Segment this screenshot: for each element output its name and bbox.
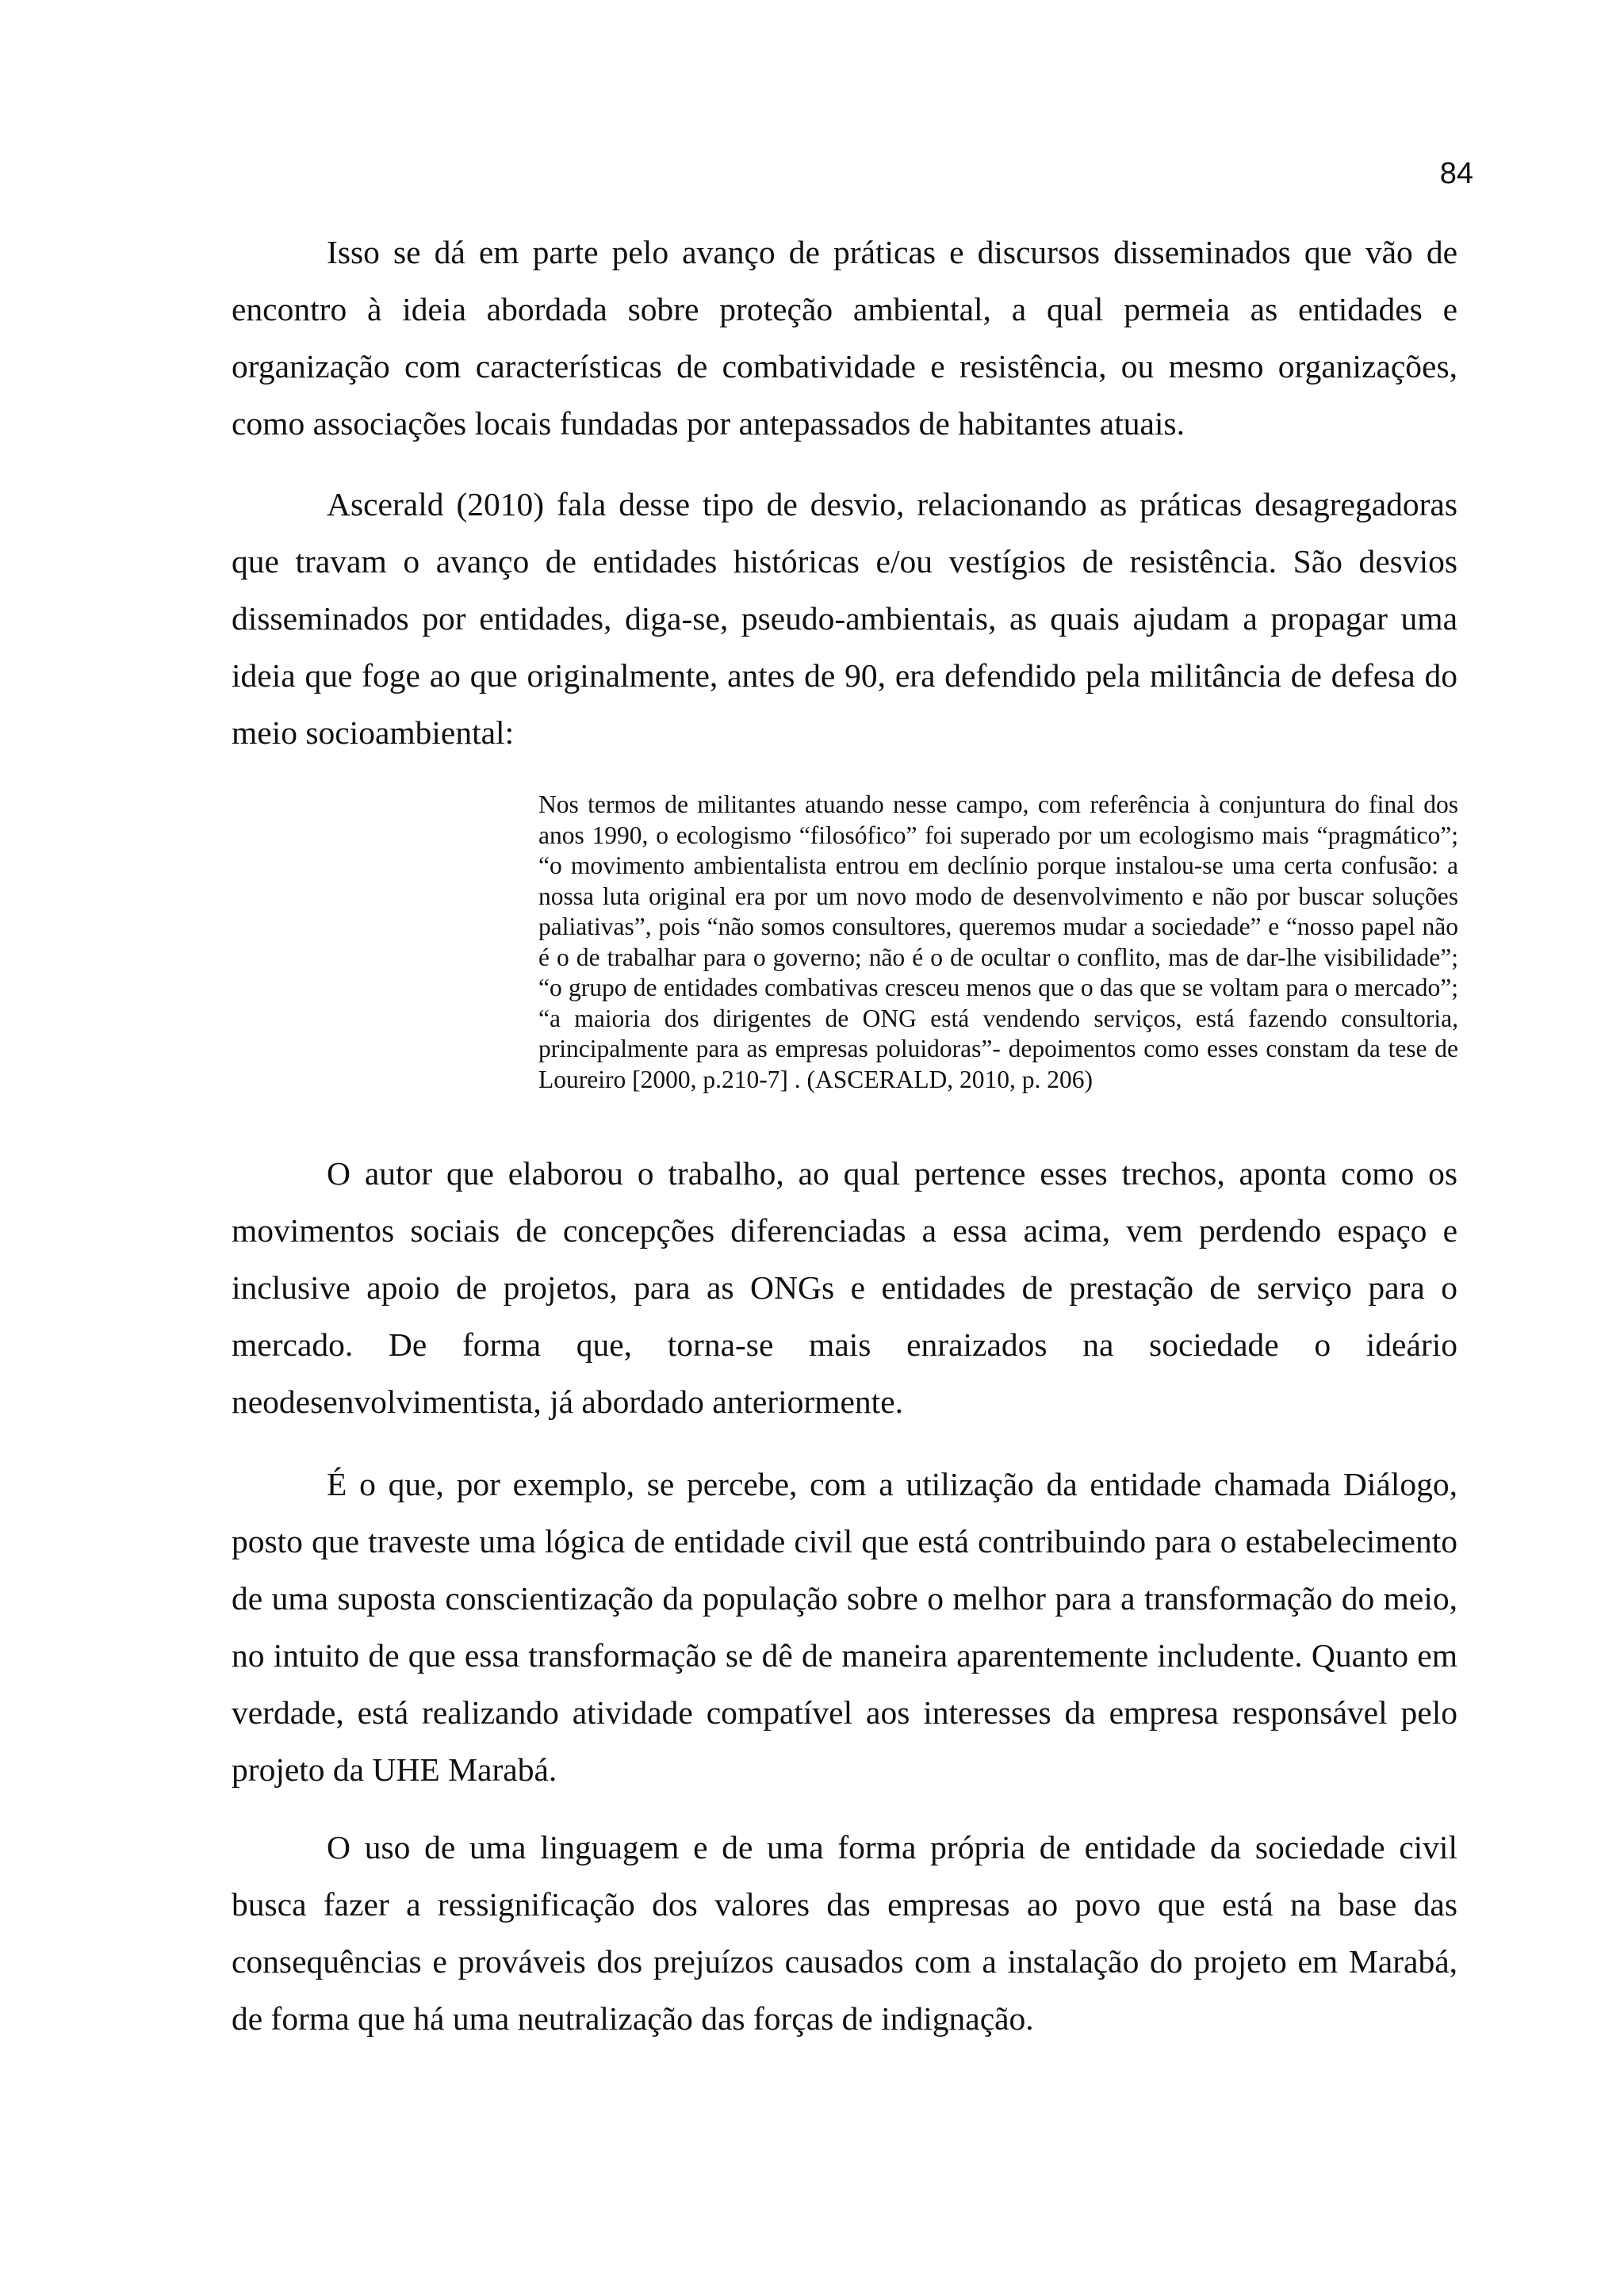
body-paragraph: Ascerald (2010) fala desse tipo de desvio, relacionando as práticas desagregadoras que travam o avanço de entidades históricas e/ou vestígios de resistência. São desvios disseminados por entidades, diga-se, pseudo-ambientais, as quais ajudam a propagar uma ideia que foge ao que originalmente, antes de 90, era defendido pela militância de defesa do meio socioambiental: <box>232 486 1457 751</box>
block-quote: Nos termos de militantes atuando nesse campo, com referência à conjuntura do final dos anos 1990, o ecologismo “filosófico” foi superado por um ecologismo mais “pragmático”; “o movimento ambientalista entrou em declínio porque instalou-se uma certa confusão: a nossa luta original era por um novo modo de desenvolvimento e não por buscar soluções paliativas”, pois “não somos consultores, queremos mudar a sociedade” e “nosso papel não é o de trabalhar para o governo; não é o de ocultar o conflito, mas de dar-lhe visibilidade”; “o grupo de entidades combativas cresceu menos que o das que se voltam para o mercado”; “a maioria dos dirigentes de ONG está vendendo serviços, está fazendo consultoria, principalmente para as empresas poluidoras”- depoimentos como esses constam da tese de Loureiro [2000, p.210-7] . (ASCERALD, 2010, p. 206) <box>538 790 1458 1093</box>
body-paragraph: Isso se dá em parte pelo avanço de práticas e discursos disseminados que vão de encontro à ideia abordada sobre proteção ambiental, a qual permeia as entidades e organização com características de combatividade e resistência, ou mesmo organizações, como associações locais fundadas por antepassados de habitantes atuais. <box>232 234 1457 442</box>
body-paragraph: O uso de uma linguagem e de uma forma própria de entidade da sociedade civil busca fazer a ressignificação dos valores das empresas ao povo que está na base das consequências e prováveis dos prejuízos causados com a instalação do projeto em Marabá, de forma que há uma neutralização das forças de indignação. <box>232 1829 1457 2037</box>
body-paragraph: O autor que elaborou o trabalho, ao qual pertence esses trechos, aponta como os movimentos sociais de concepções diferenciadas a essa acima, vem perdendo espaço e inclusive apoio de projetos, para as ONGs e entidades de prestação de serviço para o mercado. De forma que, torna-se mais enraizados na sociedade o ideário neodesenvolvimentista, já abordado anteriormente. <box>232 1155 1457 1420</box>
body-paragraph: É o que, por exemplo, se percebe, com a utilização da entidade chamada Diálogo, posto que traveste uma lógica de entidade civil que está contribuindo para o estabelecimento de uma suposta conscientização da população sobre o melhor para a transformação do meio, no intuito de que essa transformação se dê de maneira aparentemente includente. Quanto em verdade, está realizando atividade compatível aos interesses da empresa responsável pelo projeto da UHE Marabá. <box>232 1466 1457 1788</box>
page-number: 84 <box>1439 157 1473 190</box>
